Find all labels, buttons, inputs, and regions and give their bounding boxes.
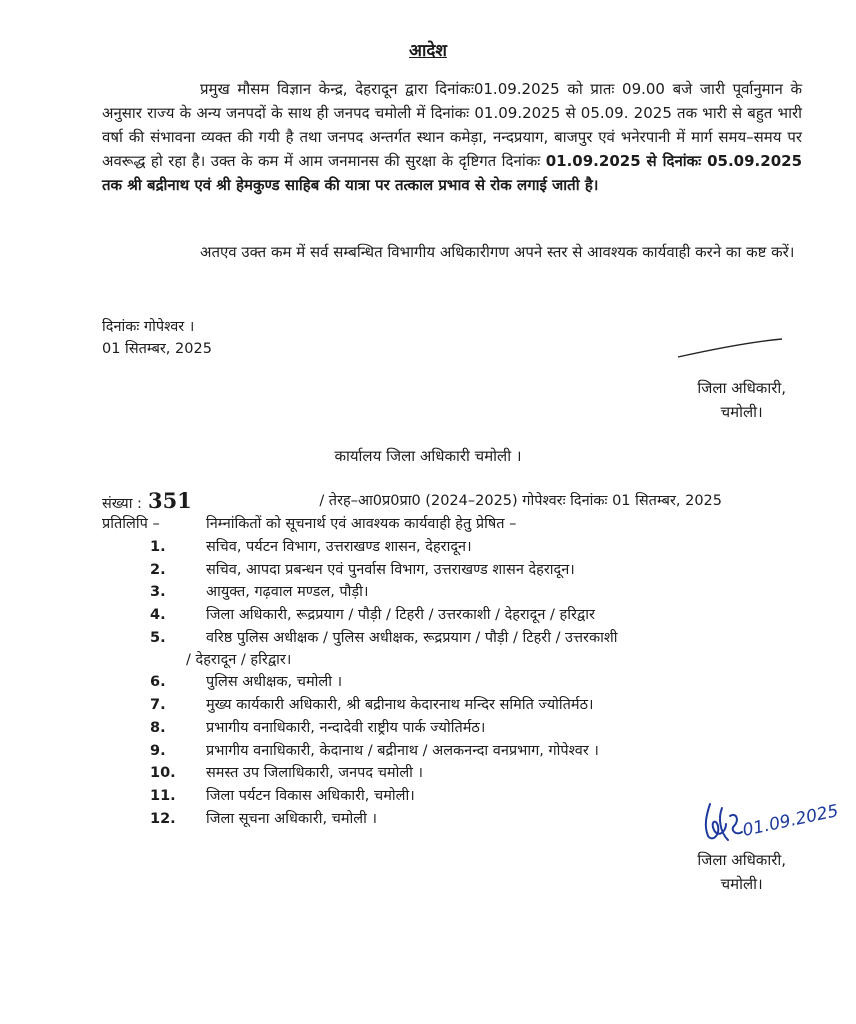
signatory-2-district: चमोली। [720,875,763,893]
signatory-1-title: जिला अधिकारी, [697,379,786,397]
item-text [186,627,820,671]
item-number: 2. [150,561,166,578]
list-item [150,762,820,784]
signatory-2-title: जिला अधिकारी, [697,851,786,869]
paragraph-1-text: प्रमुख मौसम विज्ञान केन्द्र, देहरादून द्वारा दिनांकः01.09.2025 को प्रातः 09.00 बजे जारी पूर्वानुमान के अनुसार राज्य के अन्य जनपदों के साथ ही जनपद चमोली में दिनांकः 01.09.2025 से 05.09. 2025 तक भारी से बहुत भारी वर्षा की संभावना व्यक्त की गयी है तथा जनपद अन्तर्गत स्थान कमेड़ा, नन्दप्रयाग, बाजपुर एवं भनेरपानी में मार्ग समय–समय पर अवरूद्ध हो रहा है। उक्त के कम में आम जनमानस की सुरक्षा के दृष्टिगत दिनांकः [102,80,802,170]
paragraph-2-text: अतएव उक्त कम में सर्व सम्बन्धित विभागीय अधिकारीगण अपने स्तर से आवश्यक कार्यवाही करने का कष्ट करें। [200,243,795,261]
item-number: 10. [150,765,176,782]
order-paragraph-2 [102,240,802,264]
list-item [150,604,820,626]
item-number: 6. [150,674,166,691]
signatory-block-2 [697,848,786,896]
order-heading: आदेश [409,41,447,61]
item-text: सचिव, आपदा प्रबन्धन एवं पुनर्वास विभाग, उत्तराखण्ड शासन देहरादून। [206,561,575,578]
reference-suffix: / तेरह–आ0प्र0प्रा0 (2024–2025) गोपेश्वरः दिनांकः 01 सितम्बर, 2025 [319,493,722,509]
list-item [150,536,820,558]
list-item [150,671,820,693]
signature-stroke-icon [674,337,784,359]
recipients-list [150,536,820,830]
item-number: 5. [150,629,166,646]
item-text: सचिव, पर्यटन विभाग, उत्तराखण्ड शासन, देहरादून। [206,539,472,555]
item-text: जिला अधिकारी, रूद्रप्रयाग / पौड़ी / टिहरी / उत्तरकाशी / देहरादून / हरिद्वार [206,607,595,624]
list-item [150,627,820,671]
place-line: दिनांकः गोपेश्वर । [102,319,195,335]
item-text: जिला सूचना अधिकारी, चमोली । [206,810,378,827]
item-number: 1. [150,539,166,555]
item-text: प्रभागीय वनाधिकारी, केदानाथ / बद्रीनाथ / अलकनन्दा वनप्रभाग, गोपेश्वर । [206,742,599,759]
item-text: प्रभागीय वनाधिकारी, नन्दादेवी राष्ट्रीय पार्क ज्योतिर्मठ। [206,719,486,736]
item-text: जिला पर्यटन विकास अधिकारी, चमोली। [206,787,415,804]
reference-prefix: संख्या : [102,496,142,512]
place-date-block [102,316,212,360]
item-number: 4. [150,607,166,624]
order-paragraph-1 [102,77,802,197]
date-line: 01 सितम्बर, 2025 [102,341,212,357]
item-text-line-1: वरिष्ठ पुलिस अधीक्षक / पुलिस अधीक्षक, रूद्रप्रयाग / पौड़ी / टिहरी / उत्तरकाशी [206,629,618,646]
copy-to-line [102,513,516,535]
copy-to-label: प्रतिलिपि – [102,516,160,532]
list-item [150,581,820,603]
item-text-line-2: / देहरादून / हरिद्वार। [186,651,292,668]
list-item [150,694,820,716]
item-text: आयुक्त, गढ़वाल मण्डल, पौड़ी। [206,584,369,601]
item-number: 11. [150,787,176,804]
item-number: 7. [150,697,166,714]
copy-to-text: निम्नांकितों को सूचनार्थ एवं आवश्यक कार्यवाही हेतु प्रेषित – [206,516,517,532]
signatory-1-district: चमोली। [720,403,763,421]
item-text: पुलिस अधीक्षक, चमोली । [206,674,343,691]
item-number: 12. [150,810,176,827]
handwritten-date: 01.09.2025 [740,801,841,841]
handwritten-signature-icon [696,796,841,850]
item-number: 9. [150,742,166,759]
item-number: 8. [150,719,166,736]
item-text: समस्त उप जिलाधिकारी, जनपद चमोली । [206,765,424,782]
list-item [150,717,820,739]
item-number: 3. [150,584,166,601]
office-heading: कार्यालय जिला अधिकारी चमोली । [334,447,522,465]
list-item [150,740,820,762]
signatory-block-1 [697,376,786,424]
paragraph-1-bold: 01.09.2025 से दिनांकः 05.09.2025 तक श्री बद्रीनाथ एवं श्री हेमकुण्ड साहिब की यात्रा पर तत्काल प्रभाव से रोक लगाई जाती है। [102,152,803,194]
reference-number: 351 [147,488,192,513]
item-text: मुख्य कार्यकारी अधिकारी, श्री बद्रीनाथ केदारनाथ मन्दिर समिति ज्योतिर्मठ। [206,697,594,714]
list-item [150,559,820,581]
reference-line [102,490,722,515]
